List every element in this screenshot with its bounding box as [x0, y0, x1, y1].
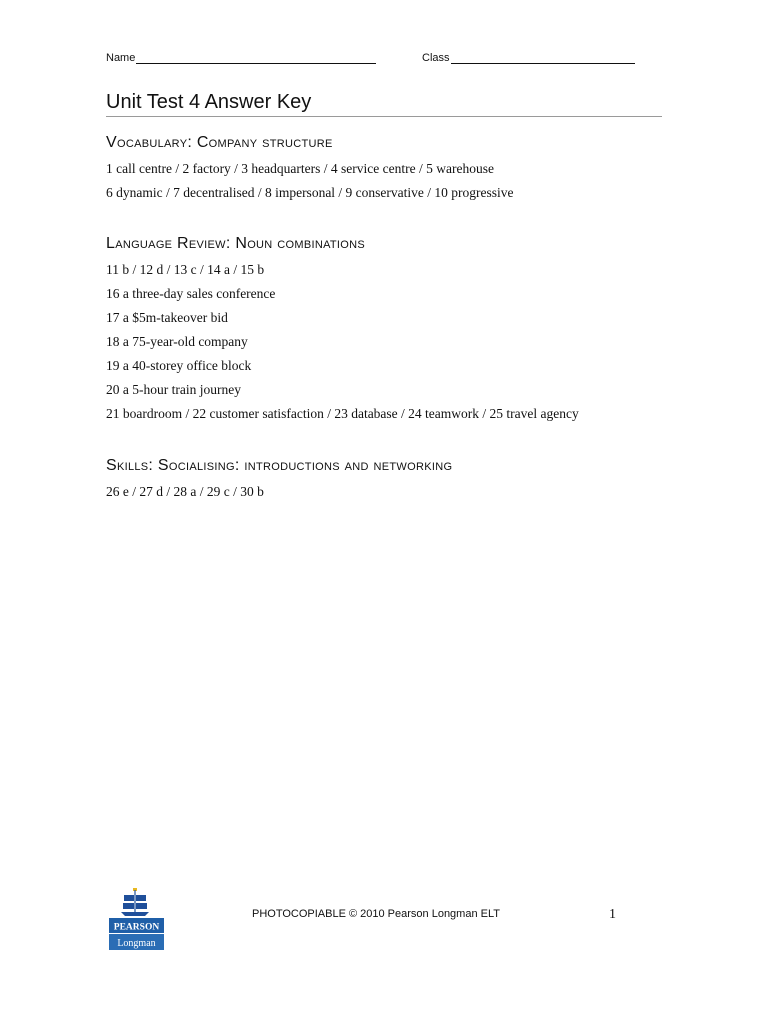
answer-line: 26 e / 27 d / 28 a / 29 c / 30 b [106, 484, 264, 499]
header-fields [106, 52, 666, 70]
copyright-notice: PHOTOCOPIABLE © 2010 Pearson Longman ELT [252, 908, 500, 920]
page-title: Unit Test 4 Answer Key [106, 90, 662, 117]
name-line [136, 52, 376, 64]
section-heading: Language Review: Noun combinations [106, 235, 366, 252]
logo-bottom-text: Longman [117, 938, 156, 949]
class-field [422, 52, 635, 64]
answer-line: 11 b / 12 d / 13 c / 14 a / 15 b [106, 262, 265, 277]
answer-line: 19 a 40-storey office block [106, 358, 252, 373]
answer-line: 20 a 5-hour train journey [106, 382, 241, 397]
answer-line: 6 dynamic / 7 decentralised / 8 impersonal / 9 conservative / 10 progressive [106, 185, 514, 200]
answer-line: 21 boardroom / 22 customer satisfaction / 23 database / 24 teamwork / 25 travel agency [106, 406, 579, 421]
ship-icon [121, 888, 149, 916]
pearson-longman-logo [109, 886, 164, 951]
name-label: Name [106, 52, 136, 64]
answer-line: 16 a three-day sales conference [106, 286, 276, 301]
name-field [106, 52, 376, 64]
section-language-review [106, 233, 706, 426]
logo-top-text: PEARSON [113, 922, 160, 933]
answer-line: 17 a $5m-takeover bid [106, 310, 228, 325]
page-number: 1 [609, 907, 616, 922]
class-line [451, 52, 635, 64]
answer-line: 18 a 75-year-old company [106, 334, 248, 349]
answer-line: 1 call centre / 2 factory / 3 headquarters / 4 service centre / 5 warehouse [106, 161, 494, 176]
class-label: Class [422, 52, 450, 64]
section-heading: Vocabulary: Company structure [106, 134, 333, 151]
section-vocabulary [106, 132, 706, 205]
section-heading: Skills: Socialising: introductions and networking [106, 457, 453, 474]
section-skills [106, 455, 706, 504]
